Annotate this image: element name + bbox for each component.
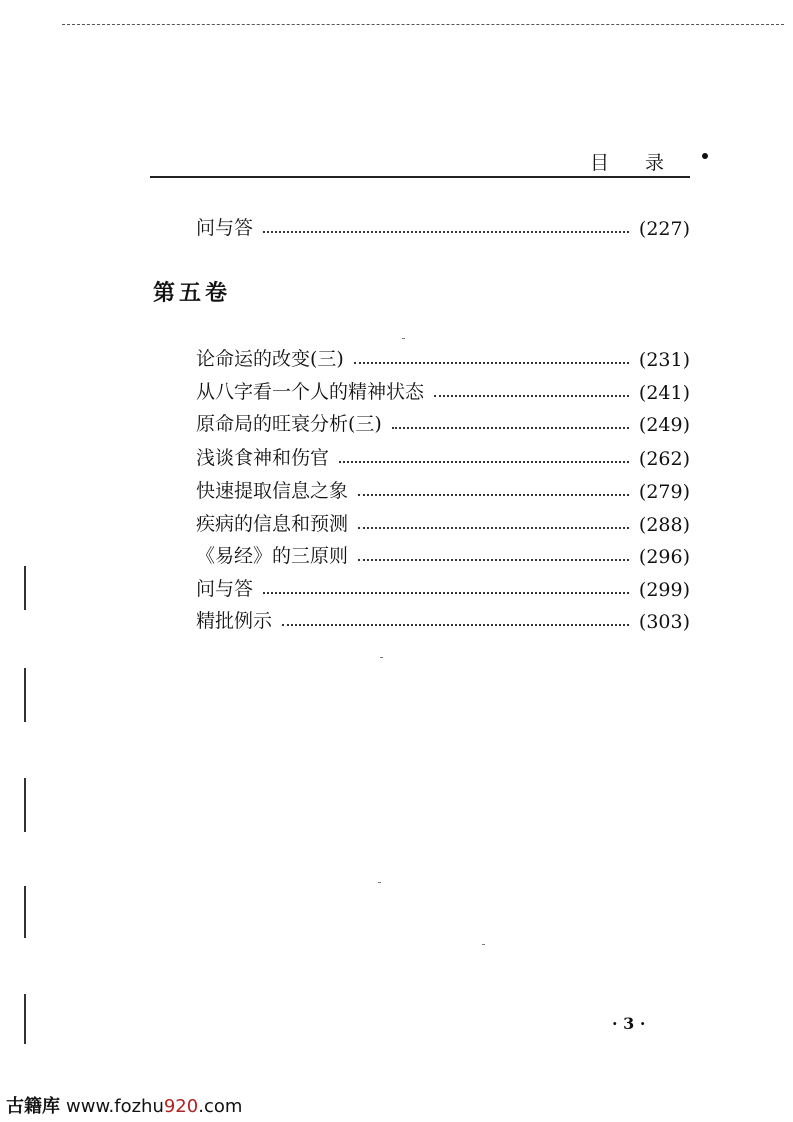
scan-margin-bar xyxy=(24,566,26,610)
toc-entry-page: (231) xyxy=(638,349,690,371)
toc-entry[interactable] xyxy=(196,473,690,503)
dot-leader xyxy=(392,427,629,429)
scan-speck xyxy=(402,338,405,339)
watermark-url-suffix: .com xyxy=(198,1096,243,1117)
top-dashed-rule xyxy=(62,24,784,25)
watermark-url-prefix: www.fozhu xyxy=(66,1096,164,1117)
toc-entry-title: 原命局的旺衰分析(三) xyxy=(196,413,382,435)
toc-entry-page: (227) xyxy=(638,218,690,240)
scan-speck xyxy=(380,657,383,658)
toc-entry-page: (262) xyxy=(638,448,690,470)
toc-entry[interactable] xyxy=(196,341,690,371)
running-head xyxy=(590,148,700,175)
watermark-url-number: 920 xyxy=(163,1096,199,1117)
dot-leader xyxy=(434,395,629,397)
dot-leader xyxy=(358,559,629,561)
running-head-right: 录 xyxy=(645,152,665,174)
dot-leader xyxy=(282,624,629,626)
dot-leader xyxy=(339,461,629,463)
toc-entry-page: (303) xyxy=(638,611,690,633)
page-number: · 3 · xyxy=(612,1014,646,1033)
watermark xyxy=(6,1092,242,1118)
toc-entry-title: 《易经》的三原则 xyxy=(196,545,349,567)
toc-entry[interactable] xyxy=(196,506,690,536)
toc-entry[interactable] xyxy=(196,603,690,633)
toc-entry-title: 疾病的信息和预测 xyxy=(196,513,349,535)
dot-leader xyxy=(354,362,629,364)
scan-speck xyxy=(378,882,381,883)
toc-entry-title: 问与答 xyxy=(196,217,254,239)
header-rule xyxy=(150,176,690,178)
dot-leader xyxy=(358,527,629,529)
toc-entry-page: (249) xyxy=(638,414,690,436)
toc-entry-title: 问与答 xyxy=(196,578,254,600)
toc-entry-page: (241) xyxy=(638,382,690,404)
watermark-site-name: 古籍库 xyxy=(6,1096,60,1117)
scan-margin-bar xyxy=(24,668,26,722)
dot-leader xyxy=(263,592,629,594)
toc-entry-page: (279) xyxy=(638,481,690,503)
toc-entry-title: 浅谈食神和伤官 xyxy=(196,447,330,469)
dot-leader xyxy=(358,494,629,496)
toc-entry[interactable] xyxy=(196,538,690,568)
scan-margin-bar xyxy=(24,994,26,1044)
running-head-left: 目 xyxy=(590,152,610,174)
toc-entry-title: 精批例示 xyxy=(196,610,273,632)
toc-entry-title: 从八字看一个人的精神状态 xyxy=(196,381,425,403)
toc-entry-page: (296) xyxy=(638,546,690,568)
toc-entry[interactable] xyxy=(196,440,690,470)
volume-heading: 第五卷 xyxy=(153,280,232,306)
header-bullet-icon xyxy=(702,153,708,159)
toc-entry-page: (288) xyxy=(638,514,690,536)
dot-leader xyxy=(263,231,629,233)
toc-entry[interactable] xyxy=(196,210,690,240)
toc-entry[interactable] xyxy=(196,406,690,436)
toc-entry-page: (299) xyxy=(638,579,690,601)
scan-margin-bar xyxy=(24,886,26,938)
toc-entry[interactable] xyxy=(196,571,690,601)
scan-speck xyxy=(482,944,485,945)
toc-entry[interactable] xyxy=(196,374,690,404)
toc-entry-title: 论命运的改变(三) xyxy=(196,348,344,370)
scan-margin-bar xyxy=(24,778,26,832)
toc-entry-title: 快速提取信息之象 xyxy=(196,480,349,502)
